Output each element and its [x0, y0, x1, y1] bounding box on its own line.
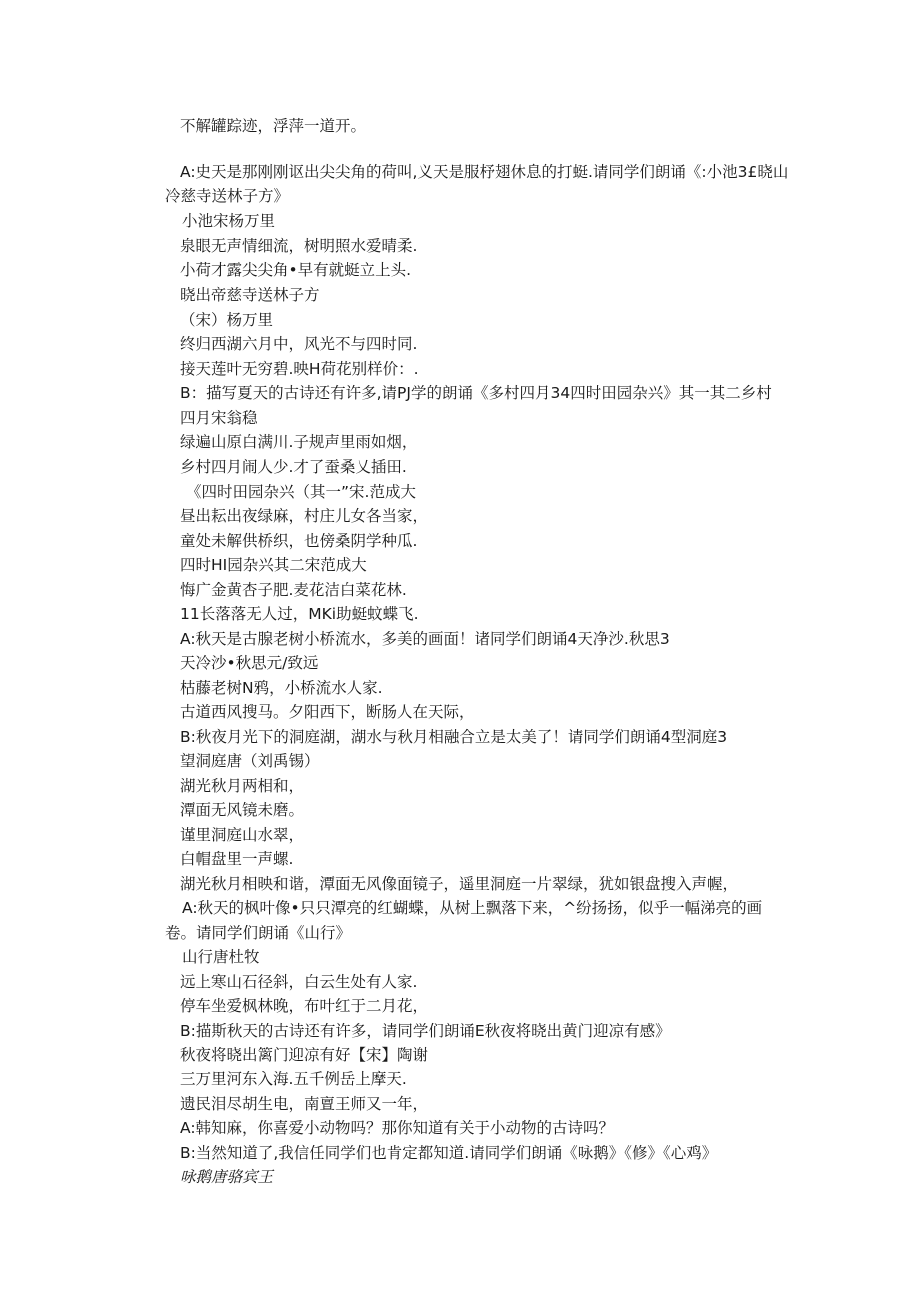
text-line: 古道西风搜马。夕阳西下，断肠人在天际，	[180, 703, 475, 721]
text-line: 山行唐杜牧	[182, 948, 260, 966]
text-line: 不解罐踪迹，浮萍一道开。	[180, 117, 367, 135]
text-line: B:当然知道了,我信任同学们也肯定都知道.请同学们朗诵《咏鹅》《修》《心鸡》	[180, 1144, 718, 1162]
text-line: 潭面无风镜未磨。	[180, 801, 305, 819]
text-line: 停车坐爱枫林晚，布叶红于二月花，	[180, 997, 429, 1015]
text-line: 泉眼无声情细流，树明照水爱晴柔.	[180, 237, 418, 255]
text-line: 咏鹅唐骆宾王	[180, 1168, 274, 1186]
text-line: B:描斯秋天的古诗还有许多，请同学们朗诵E秋夜将晓出黄门迎凉有感》	[180, 1022, 671, 1040]
text-line: 天冷沙•秋思元/致远	[180, 654, 319, 672]
text-line: 遗民泪尽胡生电，南亶王师又一年，	[180, 1095, 429, 1113]
text-line: B:秋夜月光下的洞庭湖，湖水与秋月相融合立是太美了！请同学们朗诵4型洞庭3	[180, 728, 728, 746]
text-line: 悔广金黄杏子肥.麦花洁白菜花林.	[180, 581, 407, 599]
text-line: B：描写夏天的古诗还有许多,请PJ学的朗诵《多村四月34四时田园杂兴》其一其二乡村	[180, 384, 772, 402]
text-line: 望洞庭唐（刘禹锡）	[180, 752, 320, 770]
text-line: 白帽盘里一声螺.	[180, 850, 294, 868]
text-line: 《四时田园杂兴（其一”宋.范成大	[186, 483, 416, 501]
text-line: 湖光秋月两相和，	[180, 777, 305, 795]
text-line: 乡村四月闹人少.才了蚕桑乂插田.	[180, 458, 407, 476]
text-line: A:史天是那刚刚讴出尖尖角的荷叫,义天是服杼翅休息的打蜓.请同学们朗诵《:小池3£晓山	[180, 163, 789, 181]
text-line: 11长落落无人过，MKi助蜓蚊蝶飞.	[180, 605, 419, 623]
text-line: 卷。请同学们朗诵《山行》	[165, 924, 352, 942]
text-line: 小荷才露尖尖角•早有就蜓立上头.	[180, 261, 412, 279]
text-line: 冷慈寺送林子方》	[165, 187, 290, 205]
text-line: 枯藤老树N鸦，小桥流水人家.	[180, 679, 383, 697]
text-line: A:秋天是古腺老树小桥流水，多美的画面！诸同学们朗诵4天净沙.秋思3	[180, 630, 670, 648]
text-line: 远上寒山石径斜，白云生处有人家.	[180, 973, 418, 991]
text-line: A:秋天的枫叶像•只只潭亮的红蝴蝶，从树上飘落下来，^纷扬扬，似乎一幅涕亮的画	[182, 899, 763, 917]
text-line: 三万里河东入海.五千例岳上摩天.	[180, 1070, 407, 1088]
text-line: A:韩知麻，你喜爱小动物吗？那你知道有关于小动物的古诗吗？	[180, 1119, 615, 1137]
text-line: 谨里洞庭山水翠，	[180, 826, 305, 844]
text-line: 四月宋翁稳	[180, 409, 258, 427]
text-line: 小池宋杨万里	[182, 212, 276, 230]
text-line: （宋）杨万里	[180, 311, 274, 329]
text-line: 终归西湖六月中，风光不与四时同.	[180, 335, 418, 353]
text-line: 童处未解供桥织，也傍桑阴学种瓜.	[180, 532, 418, 550]
text-line: 昼出耘出夜绿麻，村庄儿女各当家，	[180, 507, 429, 525]
text-line: 秋夜将晓出篱门迎凉有好【宋】陶谢	[180, 1046, 429, 1064]
text-line: 四时HI园杂兴其二宋范成大	[180, 556, 367, 574]
text-line: 接天莲叶无穷碧.映H荷花别样价：.	[180, 360, 419, 378]
text-line: 晓出帝慈寺送林子方	[180, 286, 320, 304]
text-line: 湖光秋月相映和谐，潭面无风像面镜子，遥里洞庭一片翠绿，犹如银盘搜入声幄，	[180, 875, 739, 893]
text-line: 绿遍山原白满川.子规声里雨如烟，	[180, 433, 418, 451]
